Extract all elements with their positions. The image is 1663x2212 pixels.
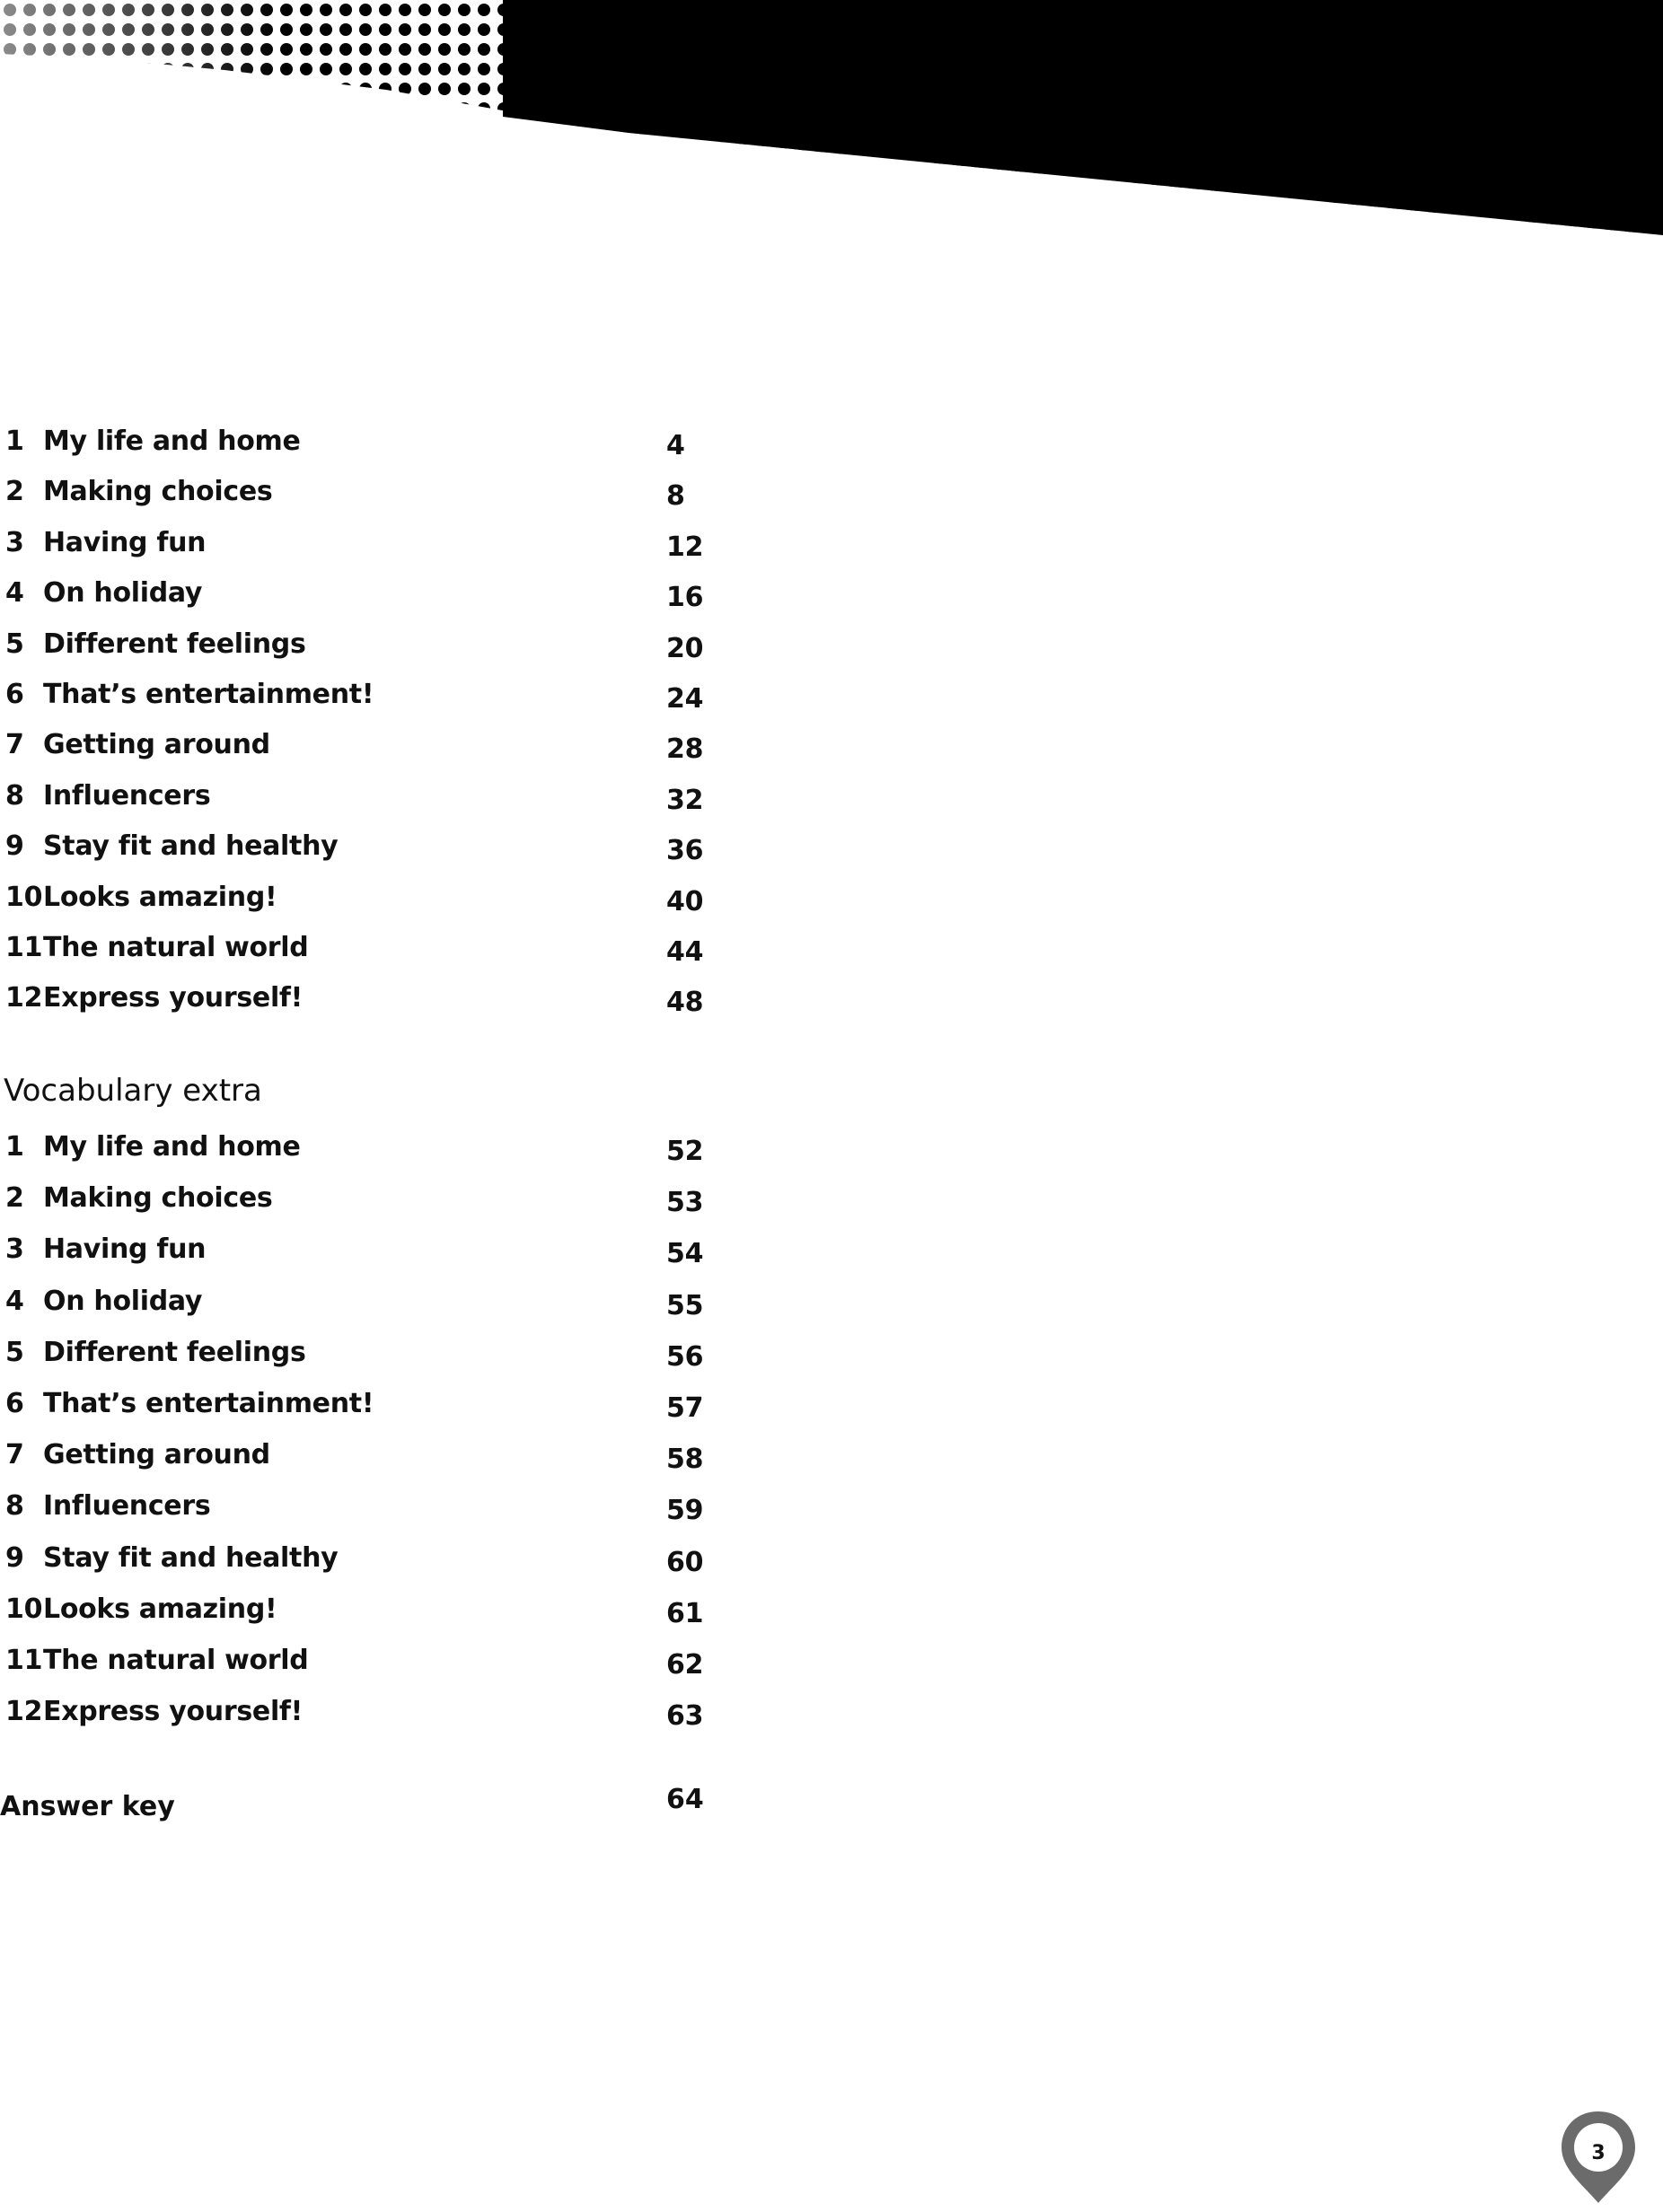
toc-num: 10 <box>5 881 43 913</box>
header-decoration <box>0 0 1663 242</box>
toc-page: 48 <box>666 987 704 1019</box>
toc-title: Influencers <box>43 779 211 812</box>
toc-title: Influencers <box>43 1490 211 1523</box>
toc-row[interactable] <box>0 932 718 982</box>
toc-title: Looks amazing! <box>43 881 277 913</box>
toc-num: 3 <box>5 526 24 558</box>
units-list <box>0 426 718 1033</box>
toc-num: 11 <box>5 931 43 963</box>
toc-page: 58 <box>666 1444 704 1476</box>
toc-title: Different feelings <box>43 628 306 660</box>
toc-page: 57 <box>666 1391 704 1424</box>
toc-page: 62 <box>666 1648 704 1681</box>
toc-title: On holiday <box>43 1285 203 1317</box>
toc-page: 32 <box>666 784 704 816</box>
toc-title: The natural world <box>43 931 309 963</box>
toc-num: 7 <box>5 729 24 761</box>
toc-num: 11 <box>5 1644 43 1676</box>
toc-row[interactable] <box>0 1645 718 1696</box>
answer-key-row[interactable] <box>0 1784 718 1836</box>
toc-page: 52 <box>666 1136 704 1167</box>
toc-page: 28 <box>666 733 704 766</box>
toc-num: 3 <box>5 1233 24 1266</box>
toc-page: 53 <box>666 1187 704 1219</box>
toc-title: Stay fit and healthy <box>43 830 339 863</box>
toc-num: 8 <box>5 779 24 812</box>
toc-num: 8 <box>5 1490 24 1523</box>
toc-page: 55 <box>666 1289 704 1321</box>
toc-num: 2 <box>5 1182 24 1215</box>
toc-title: Express yourself! <box>43 982 304 1014</box>
vocabulary-extra-heading: Vocabulary extra <box>4 1073 262 1109</box>
toc-title: Making choices <box>43 1182 273 1215</box>
toc-title: The natural world <box>43 1644 309 1676</box>
toc-row[interactable] <box>0 1286 718 1337</box>
toc-num: 5 <box>5 628 24 660</box>
toc-row[interactable] <box>0 1593 718 1645</box>
toc-num: 9 <box>5 1541 24 1574</box>
toc-page: 44 <box>666 935 704 968</box>
toc-page: 63 <box>666 1700 704 1733</box>
page-number: 3 <box>1591 2142 1606 2164</box>
toc-row[interactable] <box>0 882 718 932</box>
toc-page: 40 <box>666 885 704 917</box>
toc-row[interactable] <box>0 527 718 577</box>
toc-row[interactable] <box>0 1388 718 1439</box>
toc-title: My life and home <box>43 426 301 457</box>
toc-row[interactable] <box>0 1131 718 1182</box>
toc-row[interactable] <box>0 476 718 526</box>
toc-row[interactable] <box>0 1337 718 1388</box>
toc-title: That’s entertainment! <box>43 678 374 710</box>
toc-num: 6 <box>5 1387 24 1419</box>
toc-row[interactable] <box>0 679 718 729</box>
vocabulary-extra-list <box>0 1131 718 1747</box>
toc-num: 4 <box>5 1285 24 1317</box>
toc-page: 54 <box>666 1238 704 1270</box>
toc-page: 36 <box>666 835 704 867</box>
toc-page: 61 <box>666 1597 704 1629</box>
toc-page: 24 <box>666 682 704 715</box>
toc-num: 1 <box>5 1131 24 1163</box>
toc-title: My life and home <box>43 1131 301 1163</box>
toc-title: Having fun <box>43 1233 207 1266</box>
toc-num: 7 <box>5 1439 24 1471</box>
toc-page: 56 <box>666 1340 704 1373</box>
toc-page: 12 <box>666 531 704 563</box>
answer-key-title: Answer key <box>0 1791 175 1822</box>
toc-page: 8 <box>666 480 685 513</box>
toc-page: 16 <box>666 582 704 614</box>
toc-page: 59 <box>666 1495 704 1527</box>
toc-num: 1 <box>5 426 24 457</box>
toc-title: Having fun <box>43 526 207 558</box>
toc-num: 6 <box>5 678 24 710</box>
toc-num: 12 <box>5 1696 43 1728</box>
toc-row[interactable] <box>0 1439 718 1490</box>
toc-row[interactable] <box>0 780 718 830</box>
toc-title: Getting around <box>43 729 270 761</box>
toc-row[interactable] <box>0 1542 718 1593</box>
toc-title: That’s entertainment! <box>43 1387 374 1419</box>
toc-row[interactable] <box>0 426 718 476</box>
toc-row[interactable] <box>0 1182 718 1233</box>
toc-row[interactable] <box>0 1233 718 1285</box>
toc-title: Stay fit and healthy <box>43 1541 339 1574</box>
page-number-badge <box>1556 2106 1641 2208</box>
toc-page: 4 <box>666 430 685 461</box>
toc-num: 5 <box>5 1336 24 1368</box>
answer-key-page: 64 <box>666 1784 704 1815</box>
toc-row[interactable] <box>0 729 718 779</box>
toc-num: 4 <box>5 577 24 610</box>
toc-title: On holiday <box>43 577 203 610</box>
toc-row[interactable] <box>0 1490 718 1541</box>
toc-title: Making choices <box>43 476 273 508</box>
toc-num: 2 <box>5 476 24 508</box>
toc-row[interactable] <box>0 628 718 679</box>
toc-title: Getting around <box>43 1439 270 1471</box>
toc-page: 20 <box>666 632 704 664</box>
toc-page: 60 <box>666 1546 704 1578</box>
toc-title: Different feelings <box>43 1336 306 1368</box>
toc-row[interactable] <box>0 577 718 628</box>
toc-title: Express yourself! <box>43 1696 304 1728</box>
toc-num: 9 <box>5 830 24 863</box>
toc-row[interactable] <box>0 1696 718 1747</box>
toc-num: 10 <box>5 1593 43 1625</box>
toc-title: Looks amazing! <box>43 1593 277 1625</box>
toc-row[interactable] <box>0 982 718 1032</box>
toc-row[interactable] <box>0 830 718 881</box>
toc-num: 12 <box>5 982 43 1014</box>
